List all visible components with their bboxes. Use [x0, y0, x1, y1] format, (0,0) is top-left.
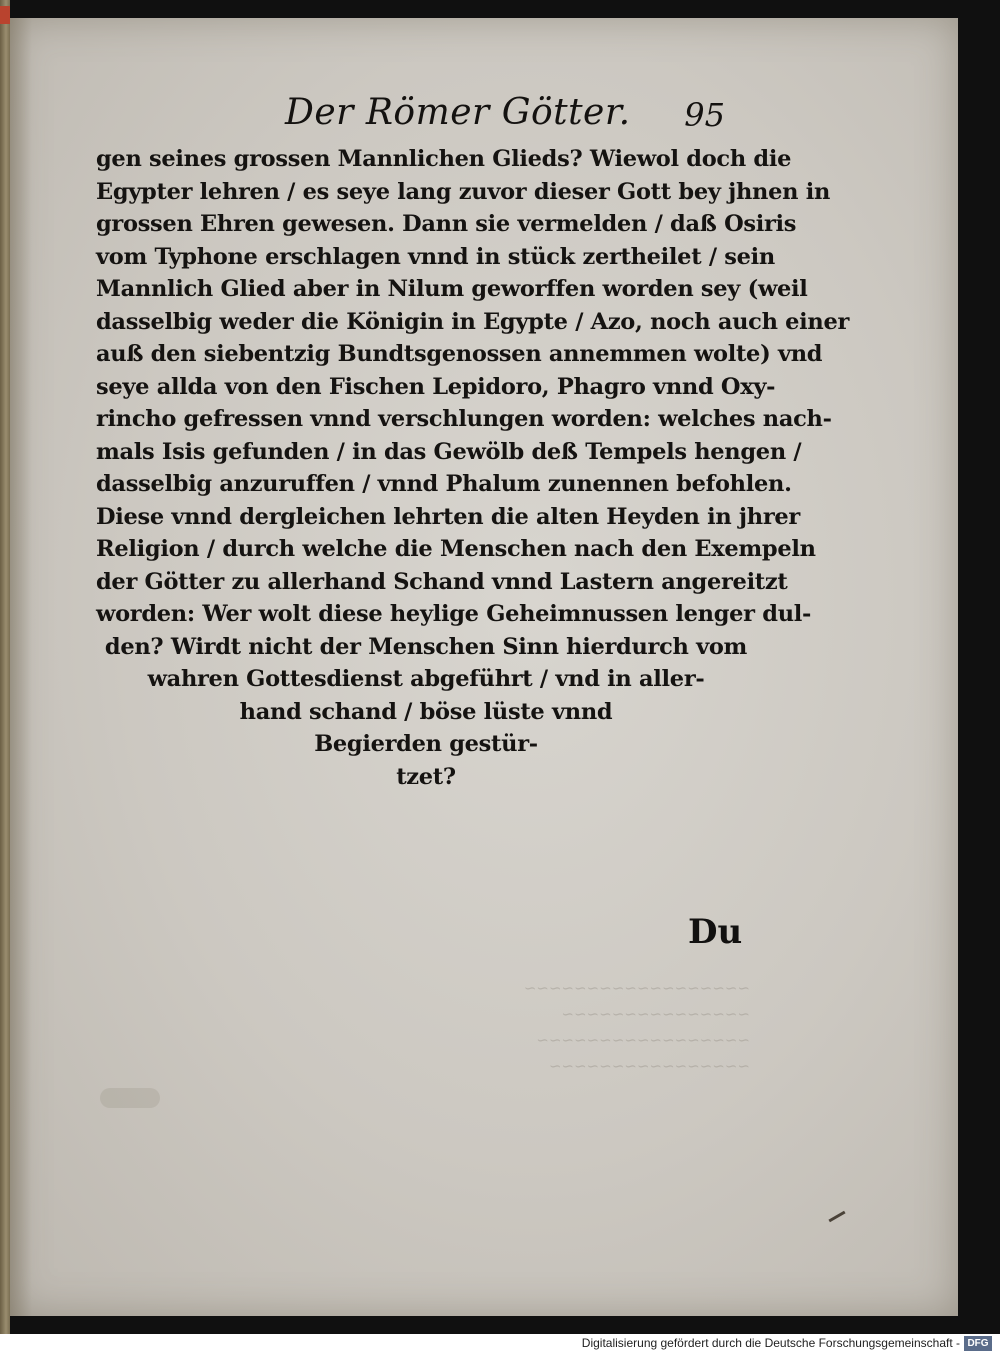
text-line: Religion / durch welche die Menschen nach den Exempeln — [96, 536, 816, 562]
text-line: worden: Wer wolt diese heylige Geheimnussen lenger dul- — [96, 601, 812, 627]
gutter-shadow — [10, 18, 32, 1316]
text-line: den? Wirdt nicht der Menschen Sinn hierdurch vom — [104, 633, 748, 660]
footer-bar — [0, 1334, 1000, 1354]
text-line: dasselbig weder die Königin in Egypte / Azo, noch auch einer — [96, 308, 850, 335]
text-line: Mannlich Glied aber in Nilum geworffen worden sey (weil — [96, 276, 808, 302]
text-line: gen seines grossen Mannlichen Glieds? Wiewol doch die — [96, 146, 792, 172]
text-line: hand schand / böse lüste vnnd — [239, 698, 613, 725]
text-line: grossen Ehren gewesen. Dann sie vermelden / daß Osiris — [96, 211, 797, 237]
show-through-smudge — [100, 1088, 160, 1108]
text-line: der Götter zu allerhand Schand vnnd Lastern angereitzt — [96, 568, 788, 595]
text-line: Begierden gestür- — [314, 731, 538, 757]
text-line: wahren Gottesdienst abgeführt / vnd in aller- — [147, 666, 705, 692]
text-line: rincho gefressen vnnd verschlungen worden: welches nach- — [96, 406, 832, 432]
running-title: Der Römer Götter. — [285, 92, 631, 133]
text-line: tzet? — [396, 763, 456, 790]
show-through-text: ~~~~~~~~~~~~~~~~~~ ~~~~~~~~~~~~~~~ ~~~~~~~~~~~~~~~~~ ~~~~~~~~~~~~~~~~ — [523, 979, 750, 1075]
page-number: 95 — [684, 96, 725, 134]
color-marker — [0, 6, 10, 24]
text-line: mals Isis gefunden / in das Gewölb deß Tempels hengen / — [96, 438, 802, 465]
text-line: auß den siebentzig Bundtsgenossen annemmen wolte) vnd — [96, 341, 823, 367]
text-line: Diese vnnd dergleichen lehrten die alten Heyden in jhrer — [96, 503, 800, 530]
body-text — [96, 143, 850, 793]
footer-credit: Digitalisierung gefördert durch die Deutsche Forschungsgemeinschaft - — [581, 1336, 960, 1350]
text-line: dasselbig anzuruffen / vnnd Phalum zunennen befohlen. — [96, 471, 792, 497]
text-line: seye allda von den Fischen Lepidoro, Phagro vnnd Oxy- — [96, 373, 776, 400]
running-head — [265, 92, 725, 140]
facing-page-edge — [0, 0, 10, 1334]
text-line: vom Typhone erschlagen vnnd in stück zertheilet / sein — [96, 243, 775, 270]
catchword: Du — [688, 912, 743, 952]
dfg-logo-icon: DFG — [964, 1336, 992, 1351]
text-line: Egypter lehren / es seye lang zuvor dieser Gott bey jhnen in — [96, 178, 831, 205]
